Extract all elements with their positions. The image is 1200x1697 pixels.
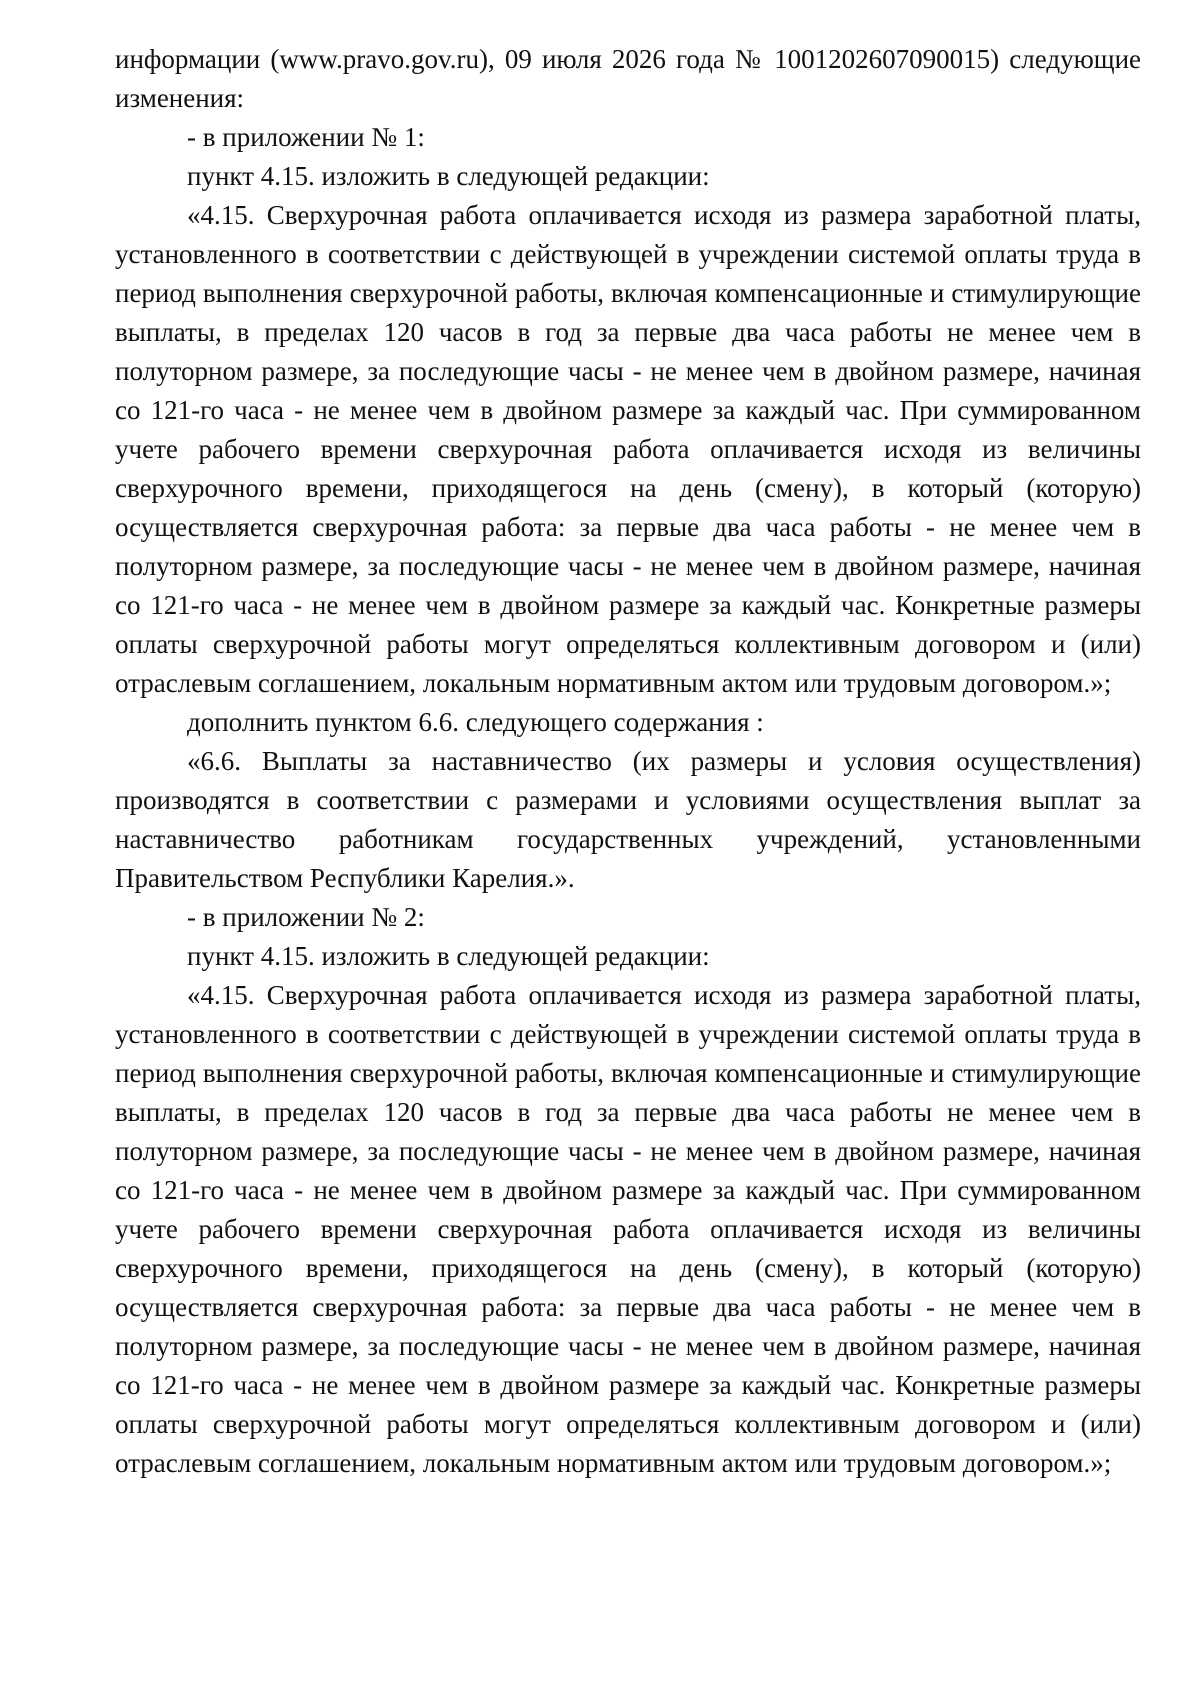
paragraph-item-4-15-text-2: «4.15. Сверхурочная работа оплачивается исходя из размера заработной платы, установленного в соответствии с действующей в учреждении системой оплаты труда в период выполнения сверхурочной работы, включая компенсационные и стимулирующие выплаты, в пределах 120 часов в год за первые два часа работы не менее чем в полуторном размере, за последующие часы - не менее чем в двойном размере, начиная со 121-го часа - не менее чем в двойном размере за каждый час. При суммированном учете рабочего времени сверхурочная работа оплачивается исходя из величины сверхурочного времени, приходящегося на день (смену), в который (которую) осуществляется сверхурочная работа: за первые два часа работы - не менее чем в полуторном размере, за последующие часы - не менее чем в двойном размере, начиная со 121-го часа - не менее чем в двойном размере за каждый час. Конкретные размеры оплаты сверхурочной работы могут определяться коллективным договором и (или) отраслевым соглашением, локальным нормативным актом или трудовым договором.»; — [115, 980, 1141, 1478]
paragraph-continuation: информации (www.pravo.gov.ru), 09 июля 2026 года № 1001202607090015) следующие изменения: — [115, 44, 1141, 113]
paragraph-item-6-6-intro: дополнить пунктом 6.6. следующего содержания : — [187, 707, 764, 737]
paragraph-appendix-1-heading: - в приложении № 1: — [187, 122, 425, 152]
paragraph-item-4-15-text: «4.15. Сверхурочная работа оплачивается исходя из размера заработной платы, установленного в соответствии с действующей в учреждении системой оплаты труда в период выполнения сверхурочной работы, включая компенсационные и стимулирующие выплаты, в пределах 120 часов в год за первые два часа работы не менее чем в полуторном размере, за последующие часы - не менее чем в двойном размере, начиная со 121-го часа - не менее чем в двойном размере за каждый час. При суммированном учете рабочего времени сверхурочная работа оплачивается исходя из величины сверхурочного времени, приходящегося на день (смену), в который (которую) осуществляется сверхурочная работа: за первые два часа работы - не менее чем в полуторном размере, за последующие часы - не менее чем в двойном размере, начиная со 121-го часа - не менее чем в двойном размере за каждый час. Конкретные размеры оплаты сверхурочной работы могут определяться коллективным договором и (или) отраслевым соглашением, локальным нормативным актом или трудовым договором.»; — [115, 200, 1141, 698]
paragraph-appendix-2-heading: - в приложении № 2: — [187, 902, 425, 932]
paragraph-item-6-6-text: «6.6. Выплаты за наставничество (их размеры и условия осуществления) производятся в соответствии с размерами и условиями осуществления выплат за наставничество работникам государственных учреждений, установленными Правительством Республики Карелия.». — [115, 746, 1141, 893]
paragraph-item-4-15-intro: пункт 4.15. изложить в следующей редакции: — [187, 161, 710, 191]
document-body — [115, 40, 1141, 1483]
paragraph-item-4-15-intro-2: пункт 4.15. изложить в следующей редакции: — [187, 941, 710, 971]
